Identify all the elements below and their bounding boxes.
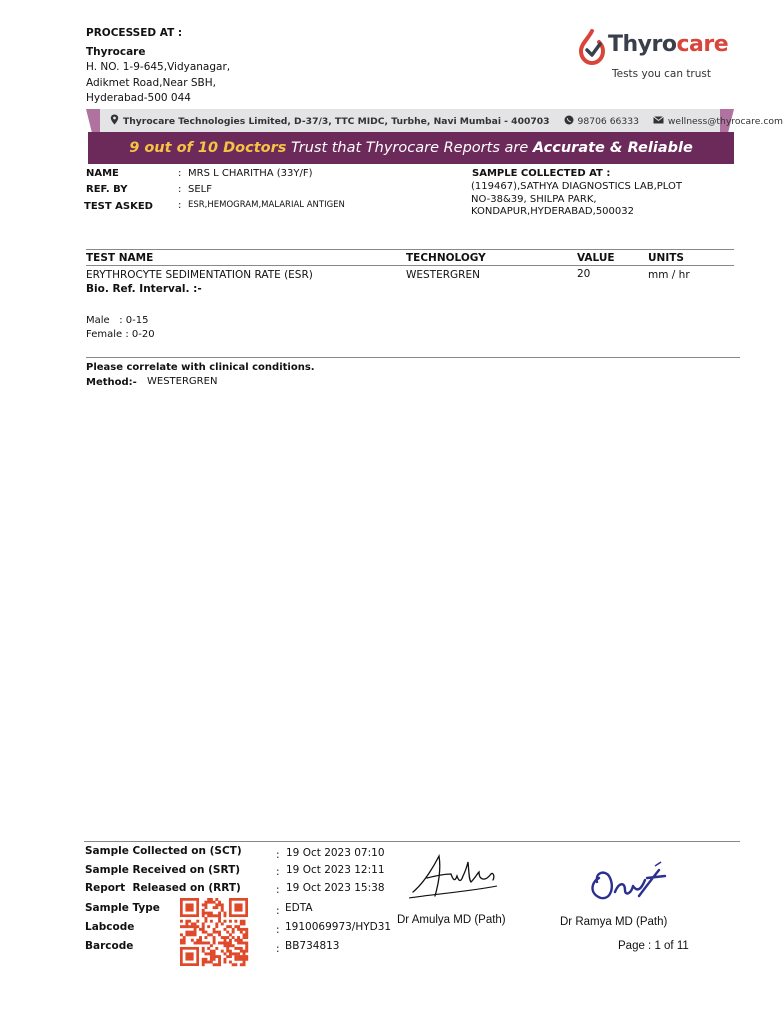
notes-rule — [86, 357, 740, 358]
slogan-highlight: 9 out of 10 Doctors — [129, 140, 287, 156]
correlate-note: Please correlate with clinical conditions. — [86, 362, 315, 373]
signatory-2: Dr Ramya MD (Path) — [560, 916, 668, 928]
banner-email: wellness@thyrocare.com — [667, 115, 783, 127]
footer-colon: : — [276, 943, 280, 955]
sct-label: Sample Collected on (SCT) — [85, 845, 242, 857]
qr-code — [180, 898, 248, 968]
name-value: MRS L CHARITHA (33Y/F) — [188, 168, 313, 179]
footer-colon: : — [276, 924, 280, 936]
method-label: Method:- — [86, 377, 137, 388]
sample-collected-address — [471, 181, 682, 219]
method-value: WESTERGREN — [147, 376, 218, 387]
thyrocare-logo — [578, 28, 738, 88]
row-units: mm / hr — [648, 269, 690, 281]
brand-part-2: care — [676, 32, 729, 57]
footer-colon: : — [276, 884, 280, 896]
brand-tagline: Tests you can trust — [612, 68, 711, 80]
location-pin-icon — [110, 114, 119, 128]
processed-address-line: Adikmet Road,Near SBH, — [86, 76, 216, 89]
slogan-banner — [88, 132, 734, 164]
col-technology: TECHNOLOGY — [406, 252, 486, 264]
sample-collected-label: SAMPLE COLLECTED AT : — [472, 168, 611, 179]
slogan-text — [129, 140, 693, 156]
slogan-bold: Accurate & Reliable — [532, 140, 693, 156]
footer-colon: : — [276, 905, 280, 917]
slogan-mid: Trust that Thyrocare Reports are — [286, 140, 533, 156]
srt-value: 19 Oct 2023 12:11 — [286, 864, 385, 876]
footer-colon: : — [276, 866, 280, 878]
brand-wordmark — [608, 32, 728, 57]
srt-label: Sample Received on (SRT) — [85, 864, 241, 876]
ref-interval-label: Bio. Ref. Interval. :- — [86, 283, 202, 295]
tests-label: TEST ASKED — [84, 201, 153, 212]
labcode-label: Labcode — [85, 921, 135, 933]
page-number: Page : 1 of 11 — [618, 940, 689, 952]
signature-amulya — [405, 852, 501, 904]
processed-address-line: H. NO. 1-9-645,Vidyanagar, — [86, 61, 231, 73]
row-technology: WESTERGREN — [406, 269, 480, 281]
processed-org: Thyrocare — [86, 45, 146, 58]
name-colon: : — [178, 168, 182, 179]
table-top-rule — [86, 249, 734, 250]
mail-icon — [653, 116, 664, 127]
contact-banner — [86, 109, 783, 133]
barcode-label: Barcode — [85, 940, 134, 952]
sample-type-value: EDTA — [285, 902, 313, 914]
brand-part-1: Thyro — [608, 32, 677, 57]
ref-male: Male : 0-15 — [86, 315, 149, 326]
signatory-1: Dr Amulya MD (Path) — [397, 914, 506, 926]
tests-colon: : — [178, 200, 182, 211]
drop-logo-icon — [578, 30, 606, 64]
banner-address: Thyrocare Technologies Limited, D-37/3, TTC MIDC, Turbhe, Navi Mumbai - 400703 — [123, 115, 550, 127]
banner-phone: 98706 66333 — [577, 115, 639, 127]
col-value: VALUE — [577, 252, 615, 264]
signature-ramya — [585, 856, 669, 910]
sample-address-line: NO-38&39, SHILPA PARK, — [471, 193, 597, 205]
row-test-name: ERYTHROCYTE SEDIMENTATION RATE (ESR) — [86, 269, 313, 281]
refby-colon: : — [178, 184, 182, 195]
ref-female: Female : 0-20 — [86, 329, 155, 340]
rrt-label: Report Released on (RRT) — [85, 882, 241, 894]
labcode-value: 1910069973/HYD31 — [285, 921, 392, 933]
sample-type-label: Sample Type — [85, 902, 160, 914]
processed-address-line: Hyderabad-500 044 — [86, 92, 191, 104]
sample-address-line: (119467),SATHYA DIAGNOSTICS LAB,PLOT — [471, 181, 682, 192]
name-label: NAME — [86, 168, 119, 179]
tests-value: ESR,HEMOGRAM,MALARIAL ANTIGEN — [188, 200, 345, 210]
processed-at-block — [86, 26, 230, 107]
processed-at-heading: PROCESSED AT : — [86, 27, 183, 39]
refby-value: SELF — [188, 184, 212, 195]
refby-label: REF. BY — [86, 184, 128, 195]
footer-colon: : — [276, 849, 280, 861]
col-units: UNITS — [648, 252, 684, 264]
barcode-value: BB734813 — [285, 940, 340, 952]
col-test-name: TEST NAME — [86, 252, 154, 264]
footer-rule — [84, 841, 740, 842]
rrt-value: 19 Oct 2023 15:38 — [286, 882, 385, 894]
whatsapp-icon — [564, 115, 574, 128]
row-value: 20 — [577, 268, 591, 280]
table-header-rule — [86, 265, 734, 266]
sample-address-line: KONDAPUR,HYDERABAD,500032 — [471, 206, 634, 217]
sct-value: 19 Oct 2023 07:10 — [286, 847, 385, 859]
contact-row — [110, 114, 783, 128]
